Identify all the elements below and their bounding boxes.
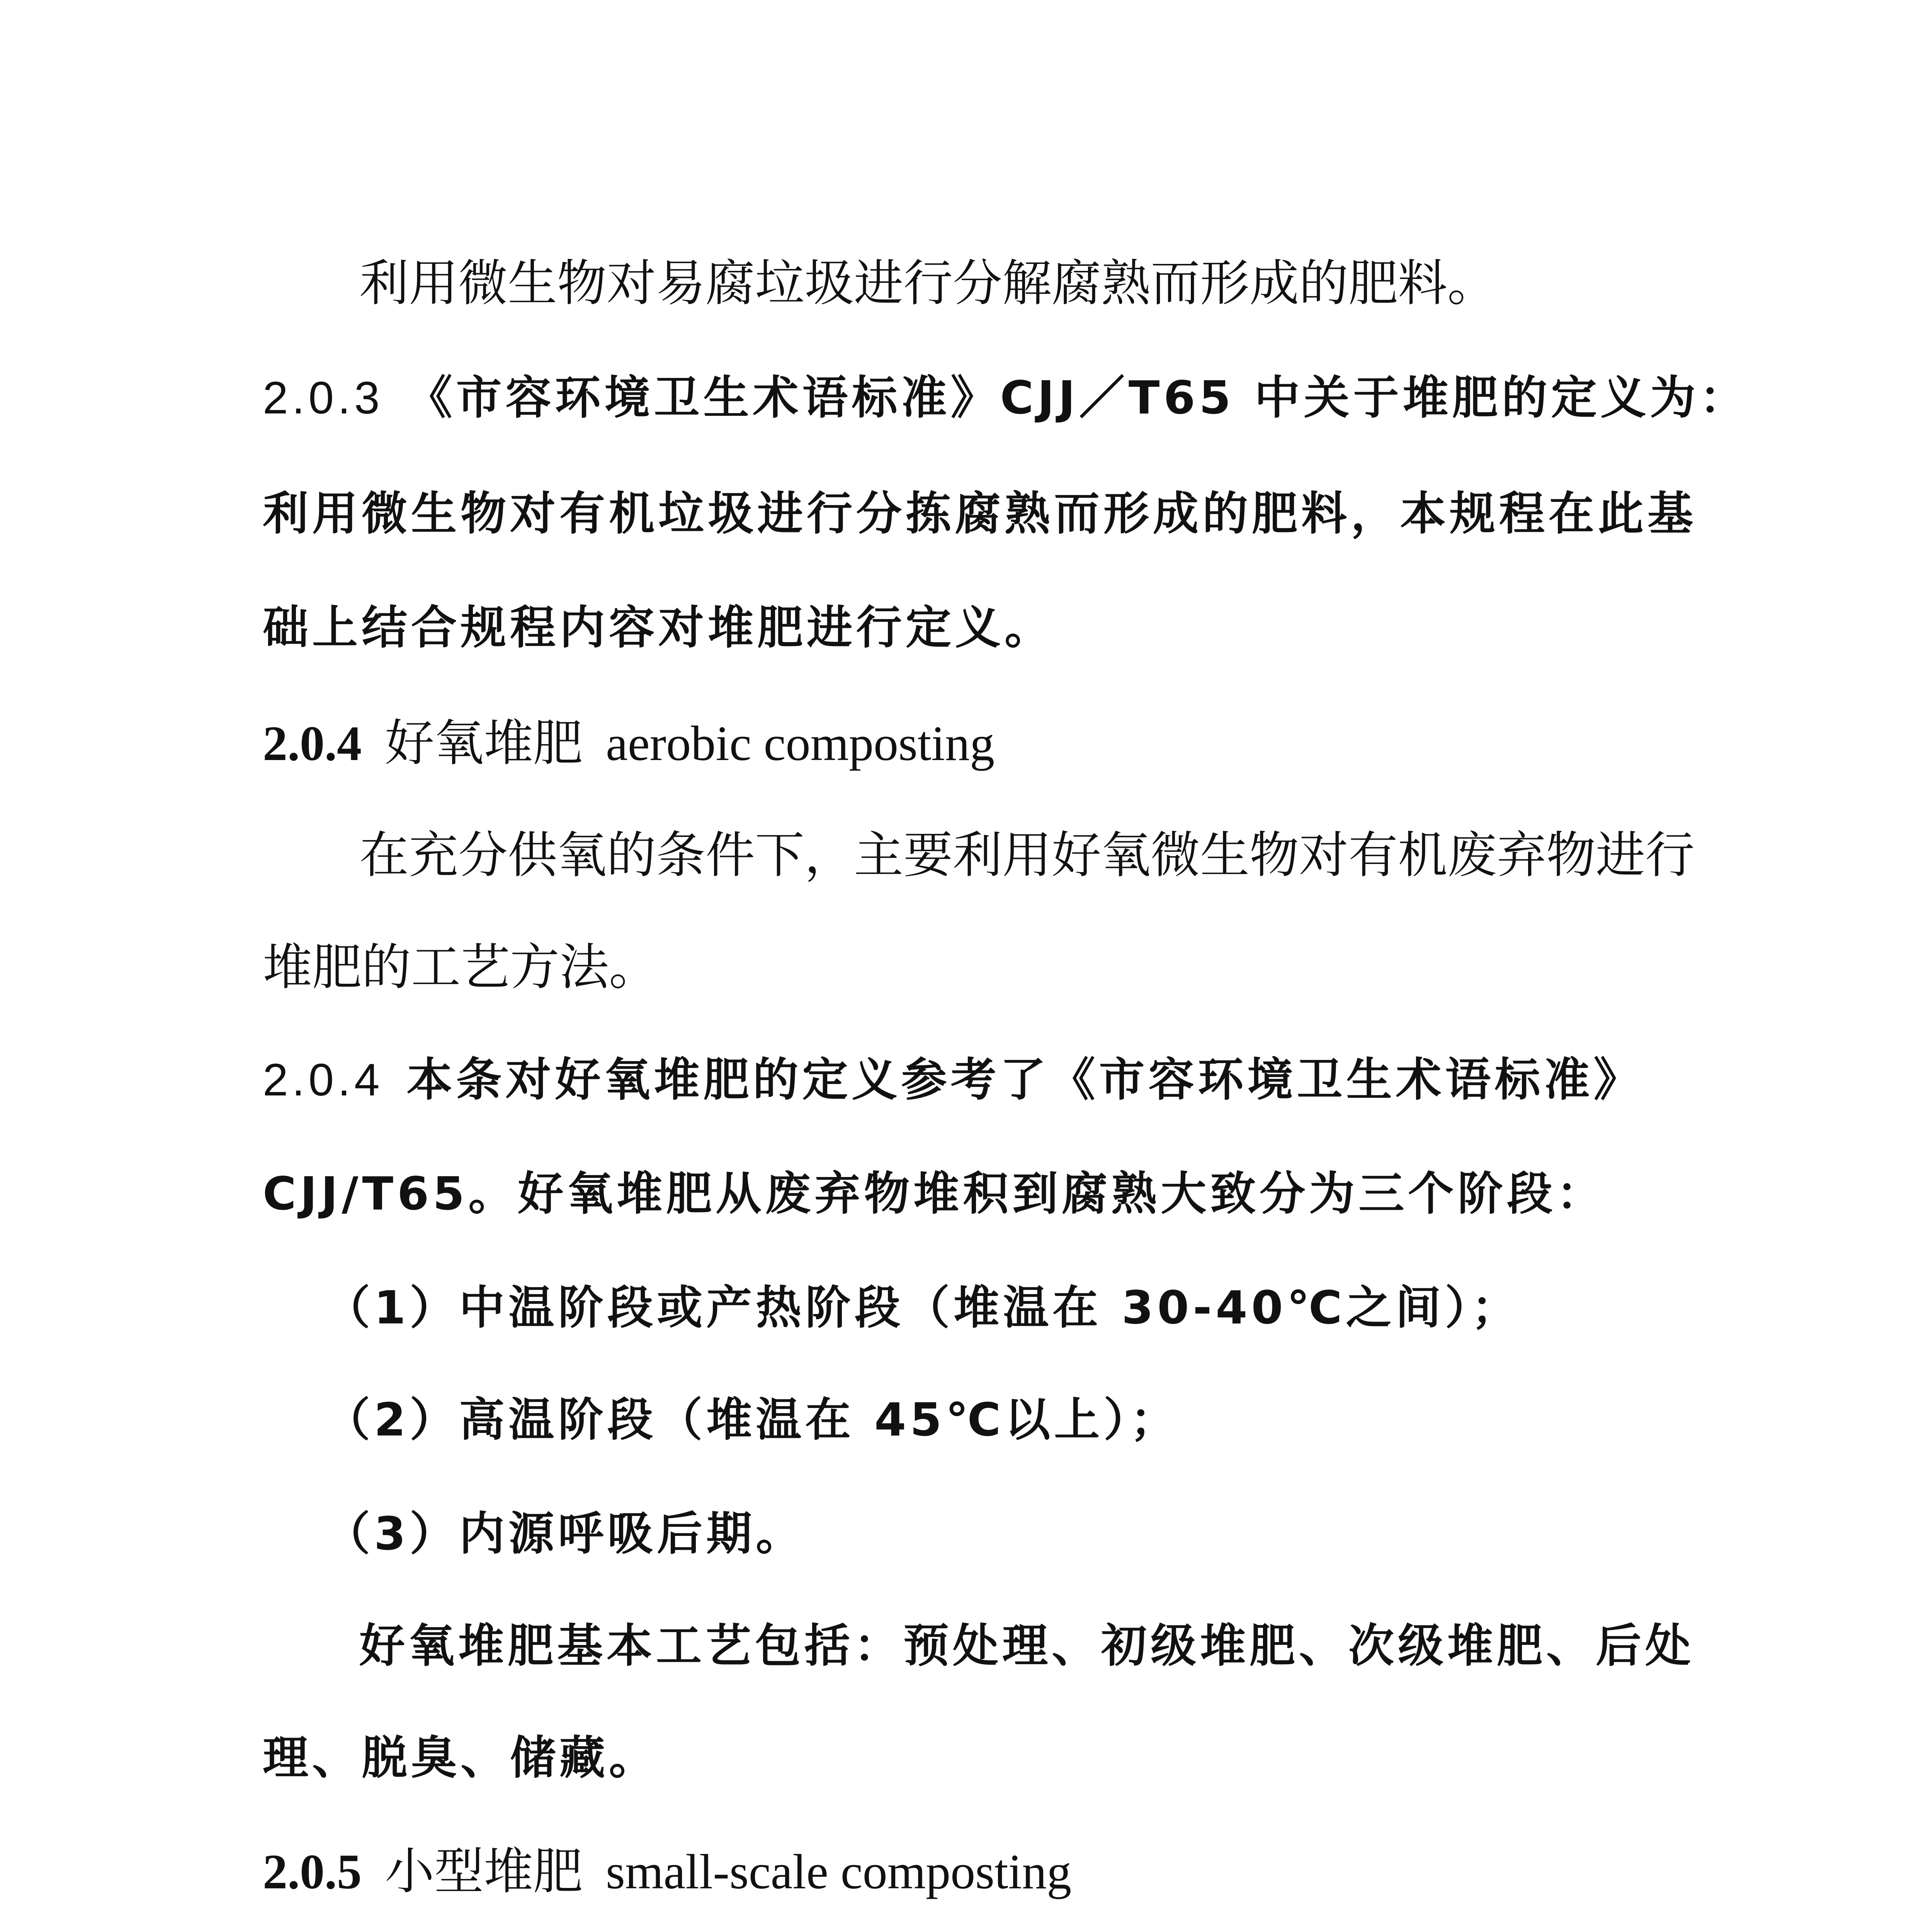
commentary-text: 《市容环境卫生术语标准》CJJ／T65 中关于堆肥的定义为： xyxy=(406,371,1749,424)
commentary-text: CJJ/T65。好氧堆肥从废弃物堆积到腐熟大致分为三个阶段： xyxy=(263,1167,1606,1220)
commentary-line xyxy=(325,1507,806,1560)
commentary-text: 本条对好氧堆肥的定义参考了《市容环境卫生术语标准》 xyxy=(406,1053,1643,1106)
clause-number: 2.0.4 xyxy=(263,1054,384,1105)
commentary-text: 好氧堆肥基本工艺包括：预处理、初级堆肥、次级堆肥、后处 xyxy=(359,1619,1695,1672)
commentary-line xyxy=(263,487,1697,540)
commentary-line xyxy=(325,1281,1521,1334)
body-line xyxy=(359,827,1695,884)
commentary-line xyxy=(263,1053,1643,1106)
term-english: aerobic composting xyxy=(606,716,995,771)
commentary-text: 础上结合规程内容对堆肥进行定义。 xyxy=(263,601,1054,654)
stage-item: （3）内源呼吸后期。 xyxy=(325,1507,806,1560)
commentary-line xyxy=(263,371,1749,424)
commentary-text: 利用微生物对有机垃圾进行分拣腐熟而形成的肥料，本规程在此基 xyxy=(263,487,1697,540)
body-text: 堆肥的工艺方法。 xyxy=(263,939,659,996)
commentary-line xyxy=(263,1167,1606,1220)
term-chinese: 好氧堆肥 xyxy=(385,714,583,772)
commentary-text: 理、脱臭、储藏。 xyxy=(263,1731,659,1784)
body-text: 利用微生物对易腐垃圾进行分解腐熟而形成的肥料。 xyxy=(359,255,1497,312)
clause-number: 2.0.5 xyxy=(263,1844,362,1899)
commentary-line xyxy=(263,601,1054,654)
clause-number: 2.0.3 xyxy=(263,372,384,423)
term-heading xyxy=(263,1843,1072,1900)
commentary-line xyxy=(263,1731,659,1784)
stage-item: （1）中温阶段或产热阶段（堆温在 30-40℃之间）； xyxy=(325,1281,1521,1334)
term-chinese: 小型堆肥 xyxy=(385,1843,583,1900)
clause-number: 2.0.4 xyxy=(263,716,362,771)
commentary-line xyxy=(359,1619,1695,1672)
commentary-line xyxy=(325,1393,1180,1446)
body-text: 在充分供氧的条件下，主要利用好氧微生物对有机废弃物进行 xyxy=(359,827,1695,884)
stage-item: （2）高温阶段（堆温在 45℃以上）； xyxy=(325,1393,1180,1446)
term-heading xyxy=(263,714,995,772)
body-line xyxy=(263,939,659,996)
term-english: small-scale composting xyxy=(606,1844,1072,1899)
body-line xyxy=(359,255,1497,312)
